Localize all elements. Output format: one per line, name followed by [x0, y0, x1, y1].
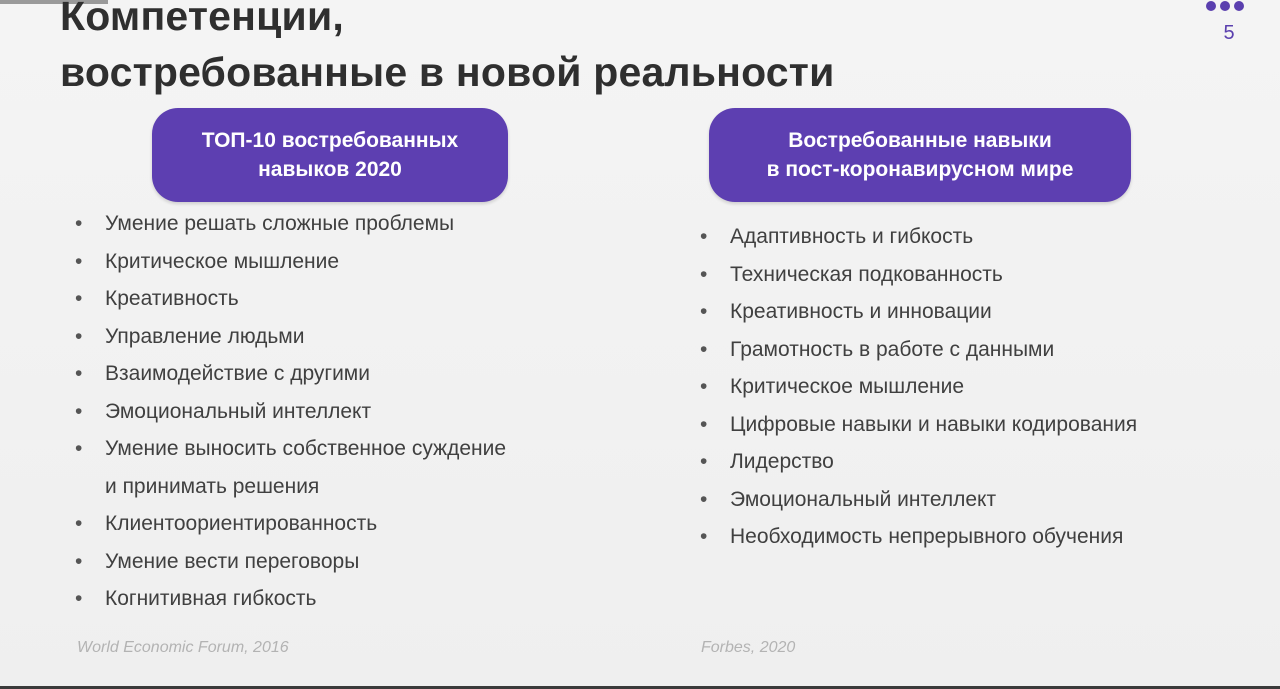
list-item: • Эмоциональный интеллект: [700, 481, 1137, 519]
list-item: [75, 430, 506, 505]
left-source-citation: World Economic Forum, 2016: [77, 639, 289, 656]
list-item: • Эмоциональный интеллект: [75, 393, 506, 431]
list-item: • Когнитивная гибкость: [75, 580, 506, 618]
page-number: 5: [1223, 22, 1235, 44]
left-column-header: [152, 108, 508, 202]
list-item: • Техническая подкованность: [700, 256, 1137, 294]
list-item: • Необходимость непрерывного обучения: [700, 518, 1137, 556]
right-header-line-1: Востребованные навыки: [788, 129, 1052, 152]
left-header-line-1: ТОП-10 востребованных: [201, 129, 459, 152]
list-item: • Управление людьми: [75, 318, 506, 356]
right-source-citation: Forbes, 2020: [701, 639, 796, 656]
more-dots-icon: [1206, 1, 1246, 13]
list-item: • Критическое мышление: [700, 368, 1137, 406]
list-item-line-2: и принимать решения: [105, 474, 320, 498]
left-skills-list: [75, 205, 506, 618]
list-item: • Взаимодействие с другими: [75, 355, 506, 393]
slide-title-line-1: Компетенции,: [60, 0, 344, 39]
right-skills-list: [700, 218, 1137, 556]
list-item: • Умение решать сложные проблемы: [75, 205, 506, 243]
list-item: • Адаптивность и гибкость: [700, 218, 1137, 256]
list-item: • Критическое мышление: [75, 243, 506, 281]
list-item: • Лидерство: [700, 443, 1137, 481]
list-item-line-1: Умение выносить собственное суждение: [105, 437, 507, 460]
list-item: • Креативность и инновации: [700, 293, 1137, 331]
list-item: • Цифровые навыки и навыки кодирования: [700, 406, 1137, 444]
list-item: • Креативность: [75, 280, 506, 318]
right-header-line-2: в пост-коронавирусном мире: [766, 158, 1074, 181]
right-column-header: [709, 108, 1131, 202]
list-item: • Клиентоориентированность: [75, 505, 506, 543]
slide-title: [60, 0, 835, 100]
list-item: • Грамотность в работе с данными: [700, 331, 1137, 369]
slide-title-line-2: востребованные в новой реальности: [60, 49, 835, 95]
list-item: • Умение вести переговоры: [75, 543, 506, 581]
left-header-line-2: навыков 2020: [258, 158, 402, 181]
